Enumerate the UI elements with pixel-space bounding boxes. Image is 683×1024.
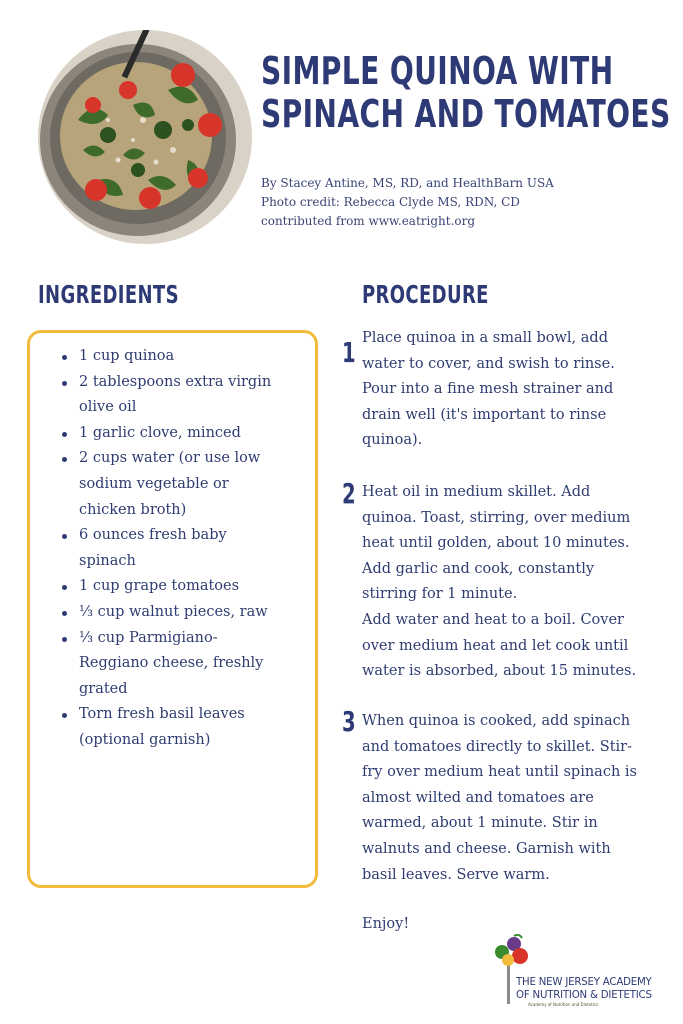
- step-line: Add garlic and cook, constantly: [362, 560, 595, 577]
- academy-logo: [494, 934, 669, 1014]
- ingredient-line: 1 cup quinoa: [79, 348, 175, 364]
- ingredient-line: Reggiano cheese, freshly: [79, 655, 264, 672]
- step-text-3: [362, 709, 662, 888]
- ingredient-line: (optional garnish): [79, 731, 211, 748]
- ingredients-list: [54, 344, 304, 754]
- logo-subtext: Academy of Nutrition and Dietetics: [528, 1002, 599, 1007]
- ingredient-line: 6 ounces fresh baby: [79, 527, 227, 544]
- logo-text: [516, 976, 652, 1002]
- step-line: When quinoa is cooked, add spinach: [362, 713, 631, 729]
- step-line: Place quinoa in a small bowl, add: [362, 330, 608, 346]
- quinoa-dish-image: [38, 30, 252, 244]
- ingredient-line: sodium vegetable or: [79, 475, 229, 492]
- step-line: warmed, about 1 minute. Stir in: [362, 815, 598, 832]
- step-text-2: [362, 480, 662, 685]
- logo-line-1: THE NEW JERSEY ACADEMY: [516, 977, 652, 988]
- step-line: Pour into a fine mesh strainer and: [362, 381, 614, 398]
- step-text-1: [362, 326, 662, 454]
- ingredient-line: 1 garlic clove, minced: [79, 424, 241, 441]
- step-line: Add water and heat to a boil. Cover: [362, 611, 624, 628]
- ingredient-line: 2 cups water (or use low: [79, 450, 261, 467]
- step-line: drain well (it's important to rinse: [362, 406, 607, 423]
- ingredient-item: [54, 600, 304, 626]
- step-line: quinoa).: [362, 432, 423, 449]
- recipe-photo: [38, 30, 252, 244]
- recipe-title: [261, 49, 671, 136]
- step-number-1: 1: [342, 336, 356, 369]
- ingredient-line: spinach: [79, 552, 136, 569]
- ingredient-item: [54, 421, 304, 447]
- closing-text: Enjoy!: [362, 916, 410, 932]
- ingredient-line: grated: [79, 680, 128, 697]
- ingredient-line: 1 cup grape tomatoes: [79, 578, 240, 595]
- step-line: basil leaves. Serve warm.: [362, 866, 550, 883]
- source-credit: contributed from www.eatright.org: [261, 214, 476, 228]
- step-number-3: 3: [342, 705, 356, 738]
- step-line: heat until golden, about 10 minutes.: [362, 535, 630, 552]
- ingredient-item: [54, 523, 304, 574]
- step-line: water is absorbed, about 15 minutes.: [362, 663, 637, 680]
- title-line-2: SPINACH AND TOMATOES: [261, 92, 671, 136]
- step-line: walnuts and cheese. Garnish with: [362, 840, 611, 857]
- title-line-1: SIMPLE QUINOA WITH: [261, 49, 614, 93]
- step-line: water to cover, and swish to rinse.: [362, 355, 615, 372]
- step-line: fry over medium heat until spinach is: [362, 764, 637, 781]
- ingredient-item: [54, 702, 304, 753]
- photo-credit: Photo credit: Rebecca Clyde MS, RDN, CD: [261, 195, 520, 209]
- ingredient-line: ⅓ cup Parmigiano-: [79, 629, 218, 646]
- ingredient-line: 2 tablespoons extra virgin: [79, 373, 272, 390]
- ingredient-line: chicken broth): [79, 501, 187, 518]
- step-line: quinoa. Toast, stirring, over medium: [362, 509, 631, 526]
- ingredient-item: [54, 446, 304, 523]
- author-credit: By Stacey Antine, MS, RD, and HealthBarn USA: [261, 176, 554, 190]
- step-line: Heat oil in medium skillet. Add: [362, 484, 591, 500]
- step-line: and tomatoes directly to skillet. Stir-: [362, 738, 632, 755]
- step-line: over medium heat and let cook until: [362, 637, 629, 654]
- ingredient-item: [54, 344, 304, 370]
- ingredient-line: Torn fresh basil leaves: [79, 706, 245, 723]
- ingredient-item: [54, 370, 304, 421]
- ingredients-heading: INGREDIENTS: [38, 280, 179, 309]
- ingredient-item: [54, 626, 304, 703]
- ingredient-line: olive oil: [79, 399, 137, 416]
- logo-line-2: OF NUTRITION & DIETETICS: [516, 990, 652, 1001]
- step-line: stirring for 1 minute.: [362, 586, 518, 603]
- credits: [261, 174, 554, 231]
- ingredient-line: ⅓ cup walnut pieces, raw: [79, 603, 268, 620]
- ingredient-item: [54, 574, 304, 600]
- step-number-2: 2: [342, 477, 356, 510]
- step-line: almost wilted and tomatoes are: [362, 789, 594, 806]
- procedure-heading: PROCEDURE: [362, 280, 489, 309]
